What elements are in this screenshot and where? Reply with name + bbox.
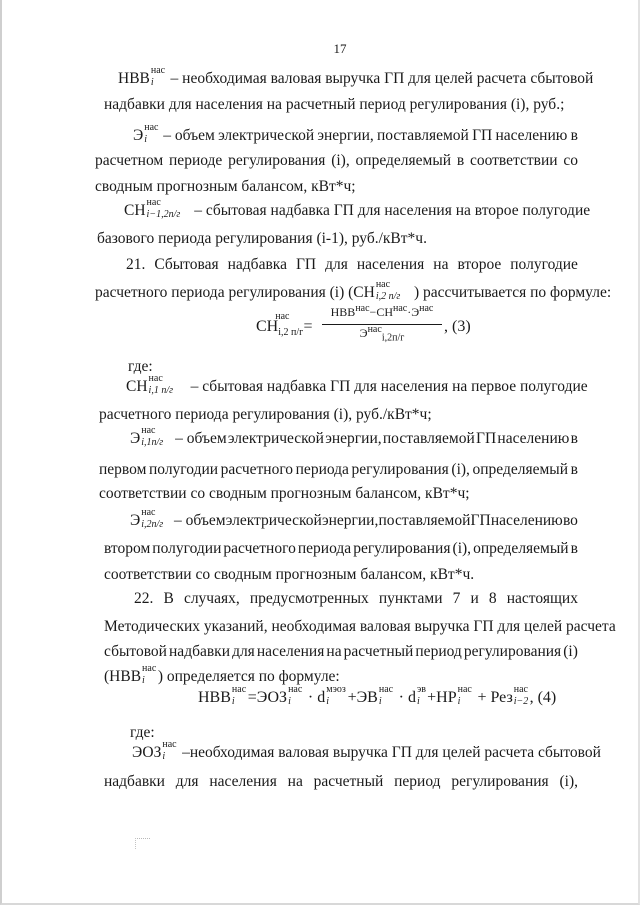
formula-4-term: =ЭОЗ — [247, 689, 288, 706]
word: периода — [297, 540, 352, 557]
formula-4-superscript: нас — [288, 684, 303, 696]
line-text: базового периода регулирования (i-1), руб./кВт*ч. — [97, 230, 427, 247]
word: В — [163, 590, 174, 607]
formula-3-denominator: $Э^{нас}_{i,2п/г}$ — [359, 324, 405, 344]
word: ГП — [476, 430, 497, 447]
word: (i), — [452, 540, 472, 557]
word: надбавка — [227, 256, 287, 273]
text-line — [95, 152, 578, 170]
word: расчетном — [95, 152, 164, 169]
word: (i), — [451, 461, 470, 478]
text-line — [104, 618, 616, 636]
line-tail: ) определяется по формуле: — [157, 668, 340, 685]
word: на — [326, 643, 342, 660]
word: втором — [104, 540, 151, 557]
formula-4-subscript: i — [288, 696, 291, 708]
term-superscript: нас — [150, 65, 166, 77]
subscript: i,1п/г — [141, 437, 164, 449]
text-line — [104, 663, 340, 687]
line-tail: – сбытовая надбавка ГП для населения на первое полугодие — [186, 378, 588, 395]
formula-4-subscript: i — [457, 696, 461, 708]
line-text: сводным прогнозным балансом, кВт*ч; — [95, 178, 356, 195]
indexed-term — [133, 122, 160, 146]
term-symbol: НВВ — [118, 70, 150, 87]
word: ГП — [295, 256, 317, 273]
word: на — [433, 256, 449, 273]
word: расчетного — [223, 540, 296, 557]
line-text: где: — [130, 724, 155, 741]
word: (i), — [331, 152, 350, 169]
formula-4-superscript: нас — [457, 684, 472, 696]
formula-4-subscript: i — [231, 696, 235, 708]
formula-4-term: +ЭВ — [347, 689, 378, 706]
term-subscript: i — [150, 77, 154, 89]
superscript: нас — [141, 507, 156, 519]
line-text: Методических указаний, необходимая валовая выручка ГП для целей расчета — [104, 618, 616, 635]
word: электрической — [218, 127, 315, 144]
term-symbol: СН — [126, 378, 148, 395]
word: периоде — [169, 152, 223, 169]
term-superscript: нас — [146, 197, 161, 209]
text-line — [126, 256, 578, 274]
text-line — [118, 65, 594, 89]
text-line — [126, 373, 588, 397]
line-tail: –необходимая валовая выручка ГП для целей расчета сбытовой — [178, 744, 601, 761]
text-line — [130, 507, 578, 531]
text-line — [134, 590, 578, 608]
word: в — [570, 127, 578, 144]
word: надбавки — [169, 643, 230, 660]
term-superscript: нас — [142, 663, 157, 675]
text-line — [104, 566, 474, 584]
subscript: i,2п/г — [141, 519, 164, 531]
word: в — [456, 152, 465, 169]
formula-3-lhs: $СН_{i,2 п/г}^{нас}$ — [256, 310, 304, 339]
text-line — [99, 406, 432, 424]
word: энергии, — [317, 127, 374, 144]
word: второе — [457, 256, 502, 273]
formula-4-subscript: i — [416, 696, 420, 708]
word: определяемый — [355, 152, 452, 169]
term-subscript: i — [162, 751, 166, 763]
formula-4-term: НВВ — [198, 689, 231, 706]
line-text: соответствии со сводным прогнозным балансом, кВт*ч. — [104, 566, 475, 583]
word: первом — [99, 461, 147, 478]
word: регулирования — [228, 152, 326, 169]
word: на — [287, 773, 303, 790]
text-line — [132, 739, 601, 763]
text-line — [104, 773, 578, 791]
word: Э — [130, 512, 141, 529]
word: энергии, — [321, 512, 379, 529]
superscript: нас — [141, 425, 156, 437]
formula-4-superscript: нас — [378, 684, 394, 696]
word: населения — [209, 773, 277, 790]
word: для — [175, 773, 199, 790]
term-superscript: нас — [375, 279, 391, 291]
formula-4-term: · d — [303, 689, 326, 706]
word: ГП — [472, 127, 493, 144]
term-symbol: расчетного периода регулирования (i) (СН — [95, 284, 375, 301]
word: полугодии — [148, 461, 219, 478]
word: населения — [256, 643, 325, 660]
word: расчетного — [220, 461, 294, 478]
word: регулирования — [353, 540, 451, 557]
word: случаях, — [183, 590, 240, 607]
text-line — [130, 425, 578, 449]
subscript: i — [144, 134, 148, 146]
word: соответствии — [469, 152, 558, 169]
term-symbol: СН — [124, 202, 146, 219]
formula-4-term: , (4) — [529, 689, 557, 706]
word: (i) — [563, 643, 578, 660]
word: ГП — [470, 512, 491, 529]
term-subscript: i,1 п/г — [148, 385, 174, 397]
text-line — [104, 643, 578, 661]
word: в — [570, 430, 578, 447]
indexed-term — [130, 425, 174, 449]
word: и — [470, 590, 479, 607]
word: населению — [490, 512, 563, 529]
word: населению — [497, 430, 570, 447]
word: расчетный — [313, 773, 384, 790]
word: определяемый — [473, 540, 569, 557]
word: периода — [295, 461, 349, 478]
word: в — [570, 540, 578, 557]
term-subscript: i — [142, 675, 145, 687]
word: 21. — [126, 256, 146, 273]
text-line — [95, 178, 356, 196]
line-tail: ) рассчитывается по формуле: — [414, 284, 612, 301]
word: 8 — [488, 590, 497, 607]
scan-mark — [135, 838, 150, 849]
line-text: соответствии со сводным прогнозным балансом, кВт*ч; — [99, 485, 470, 502]
text-line — [99, 485, 470, 503]
word: период — [394, 773, 441, 790]
word: во — [562, 512, 578, 529]
word: населения — [356, 256, 425, 273]
line-tail: – сбытовая надбавка ГП для населения на второе полугодие — [190, 202, 591, 219]
formula-4-superscript: эв — [416, 684, 426, 696]
line-text: где: — [128, 358, 153, 375]
formula-4-superscript: нас — [231, 684, 247, 696]
word: 7 — [452, 590, 461, 607]
term-symbol: (НВВ — [104, 668, 142, 685]
word: поставляемой — [378, 512, 471, 529]
formula-3-number: , (3) — [444, 318, 471, 335]
word: Э — [133, 127, 144, 144]
word: настоящих — [506, 590, 578, 607]
text-line — [130, 724, 155, 742]
word: сбытовой — [104, 643, 167, 660]
text-line — [97, 230, 427, 248]
word: Э — [130, 430, 141, 447]
word: электрической — [225, 512, 322, 529]
term-subscript: i−1,2п/г — [146, 209, 181, 221]
word: регулирования — [451, 773, 549, 790]
line-tail: – необходимая валовая выручка ГП для целей расчета сбытовой — [166, 70, 594, 87]
word: регулирования — [351, 461, 449, 478]
word: поставляемой — [376, 127, 469, 144]
formula-4-term: · d — [394, 689, 416, 706]
formula-4 — [198, 684, 557, 708]
word: регулирования — [463, 643, 562, 660]
formula-3-numerator: $НВВ^{нас}-СН^{нас}\cdot Э^{нас}$ — [330, 303, 434, 319]
word: в — [570, 461, 578, 478]
formula-4-subscript: i — [378, 696, 382, 708]
formula-4-superscript: нас — [513, 684, 528, 696]
word: период — [415, 643, 462, 660]
word: со — [563, 152, 578, 169]
word: пунктами — [378, 590, 443, 607]
text-line — [104, 540, 578, 558]
word: для — [232, 643, 255, 660]
indexed-term — [130, 507, 174, 531]
word: расчетный — [343, 643, 414, 660]
word: населению — [495, 127, 568, 144]
formula-4-subscript: i−2 — [513, 696, 529, 708]
word: – объем — [163, 127, 215, 144]
word: полугодие — [510, 256, 578, 273]
word: энергии, — [325, 430, 382, 447]
word: поставляемой — [382, 430, 475, 447]
formula-4-subscript: i — [326, 696, 329, 708]
word: надбавки — [104, 773, 165, 790]
text-line — [104, 96, 564, 114]
word: – объем — [173, 512, 226, 529]
word: Сбытовая — [154, 256, 219, 273]
formula-3-fraction-bar — [322, 324, 442, 325]
word: предусмотренных — [249, 590, 369, 607]
formula-4-term: +НР — [427, 689, 457, 706]
term-symbol: ЭОЗ — [132, 744, 162, 761]
text-line — [99, 461, 578, 479]
formula-4-term: + Рез — [473, 689, 513, 706]
term-subscript: i,2 п/г — [375, 291, 401, 303]
word: полугодии — [152, 540, 222, 557]
page-number: 17 — [333, 41, 347, 56]
word: определяемый — [472, 461, 568, 478]
text-line — [133, 122, 578, 146]
term-superscript: нас — [148, 373, 163, 385]
text-line — [124, 197, 591, 221]
word: для — [325, 256, 348, 273]
formula-4-superscript: мэоз — [326, 684, 346, 696]
word: 22. — [134, 590, 154, 607]
word: (i), — [559, 773, 578, 790]
line-text: надбавки для населения на расчетный период регулирования (i), руб.; — [104, 96, 565, 113]
text-line — [95, 279, 612, 303]
word: – объем — [175, 430, 227, 447]
superscript: нас — [144, 122, 159, 134]
term-superscript: нас — [162, 739, 177, 751]
line-text: расчетного периода регулирования (i), руб./кВт*ч; — [99, 406, 432, 423]
word: электрической — [227, 430, 324, 447]
